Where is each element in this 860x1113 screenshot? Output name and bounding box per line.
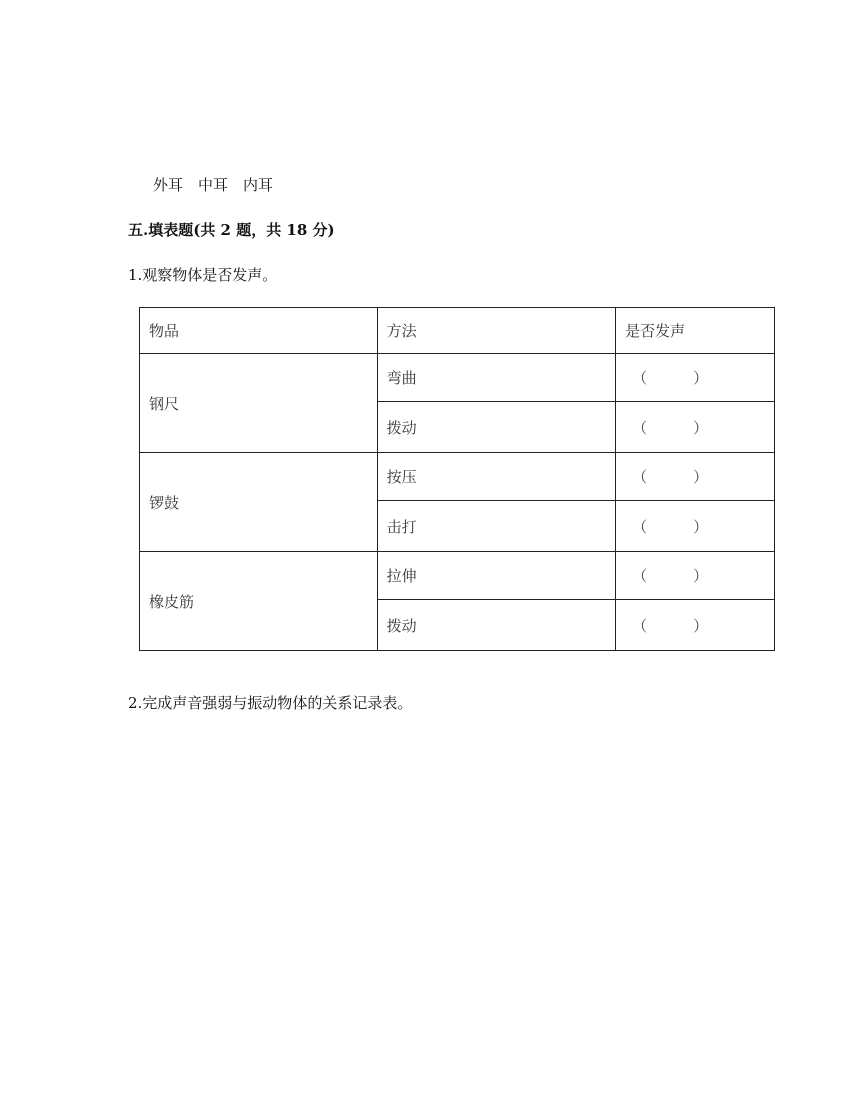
item-cell: 锣鼓 bbox=[140, 453, 378, 552]
question-1-text: 1.观察物体是否发声。 bbox=[128, 266, 278, 284]
answer-blank-cell[interactable] bbox=[616, 552, 775, 600]
header-item: 物品 bbox=[140, 308, 378, 354]
answer-blank-cell[interactable] bbox=[616, 453, 775, 501]
paren-open: （ bbox=[632, 517, 648, 536]
observation-table bbox=[139, 307, 775, 651]
paren-close: ） bbox=[693, 517, 709, 536]
method-cell: 拉伸 bbox=[377, 552, 616, 600]
method-cell: 按压 bbox=[377, 453, 616, 501]
table-header-row bbox=[140, 308, 775, 354]
question-2-text: 2.完成声音强弱与振动物体的关系记录表。 bbox=[128, 694, 413, 712]
paren-close: ） bbox=[693, 567, 709, 585]
header-sound: 是否发声 bbox=[616, 308, 775, 354]
paren-open: （ bbox=[632, 369, 648, 387]
method-cell: 拨动 bbox=[377, 402, 616, 453]
answer-blank-cell[interactable] bbox=[616, 354, 775, 402]
paren-close: ） bbox=[693, 418, 709, 437]
answer-blank-cell[interactable] bbox=[616, 600, 775, 651]
method-cell: 拨动 bbox=[377, 600, 616, 651]
paren-open: （ bbox=[632, 418, 648, 437]
method-cell: 击打 bbox=[377, 501, 616, 552]
item-cell: 钢尺 bbox=[140, 354, 378, 453]
paren-open: （ bbox=[632, 616, 648, 635]
section-heading: 五.填表题(共 2 题，共 18 分) bbox=[128, 221, 335, 239]
table-row bbox=[140, 552, 775, 600]
paren-close: ） bbox=[693, 369, 709, 387]
paren-close: ） bbox=[693, 468, 709, 486]
table-row bbox=[140, 453, 775, 501]
header-method: 方法 bbox=[377, 308, 616, 354]
answer-options-line: 外耳 中耳 内耳 bbox=[153, 176, 274, 194]
paren-close: ） bbox=[693, 616, 709, 635]
method-cell: 弯曲 bbox=[377, 354, 616, 402]
answer-blank-cell[interactable] bbox=[616, 501, 775, 552]
paren-open: （ bbox=[632, 567, 648, 585]
item-cell: 橡皮筋 bbox=[140, 552, 378, 651]
answer-blank-cell[interactable] bbox=[616, 402, 775, 453]
table-row bbox=[140, 354, 775, 402]
paren-open: （ bbox=[632, 468, 648, 486]
